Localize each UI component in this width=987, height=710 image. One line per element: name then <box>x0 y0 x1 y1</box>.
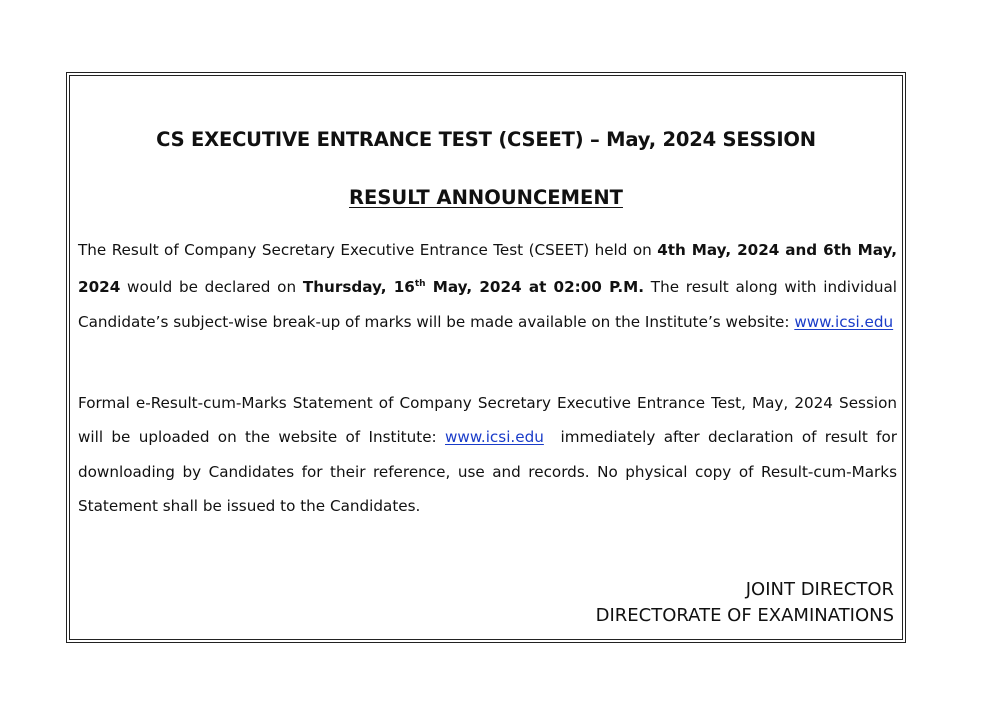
paragraph-text: The Result of Company Secretary Executive Entrance Test (CSEET) held on <box>78 241 658 259</box>
notice-title: CS EXECUTIVE ENTRANCE TEST (CSEET) – May, 2024 SESSION <box>156 128 816 151</box>
signatory-department: DIRECTORATE OF EXAMINATIONS <box>595 605 894 626</box>
website-link[interactable]: www.icsi.edu <box>445 428 544 447</box>
signatory-title: JOINT DIRECTOR <box>745 579 894 600</box>
statement-paragraph <box>78 386 902 523</box>
declaration-time: May, 2024 at 02:00 P.M. <box>425 278 645 297</box>
notice-subtitle: RESULT ANNOUNCEMENT <box>349 186 623 209</box>
paragraph-text: immediately after declaration of result for downloading by Candidates for their reference, use and records. No physical copy of Result-cum-Marks Statement shall be issued to the Candidates. <box>78 428 902 515</box>
ordinal-superscript: th <box>414 279 426 290</box>
website-link[interactable]: www.icsi.edu <box>794 312 894 331</box>
paragraph-text: would be declared on <box>120 278 303 297</box>
notice-inner-border <box>69 75 903 640</box>
declaration-day: Thursday, 16 <box>302 278 415 297</box>
paragraph-text: Formal e-Result-cum-Marks Statement of Company Secretary Executive Entrance Test, May, 2024 Session will be uploaded on the website of Institute: <box>78 394 897 447</box>
announcement-paragraph <box>78 233 897 339</box>
paragraph-text: The result along with individual Candidate’s subject-wise break-up of marks will be made available on the Institute’s website: <box>78 278 897 331</box>
signature-block <box>596 577 894 629</box>
exam-dates: 4th May, 2024 and 6th May, 2024 <box>78 241 897 297</box>
notice-border <box>66 72 906 643</box>
